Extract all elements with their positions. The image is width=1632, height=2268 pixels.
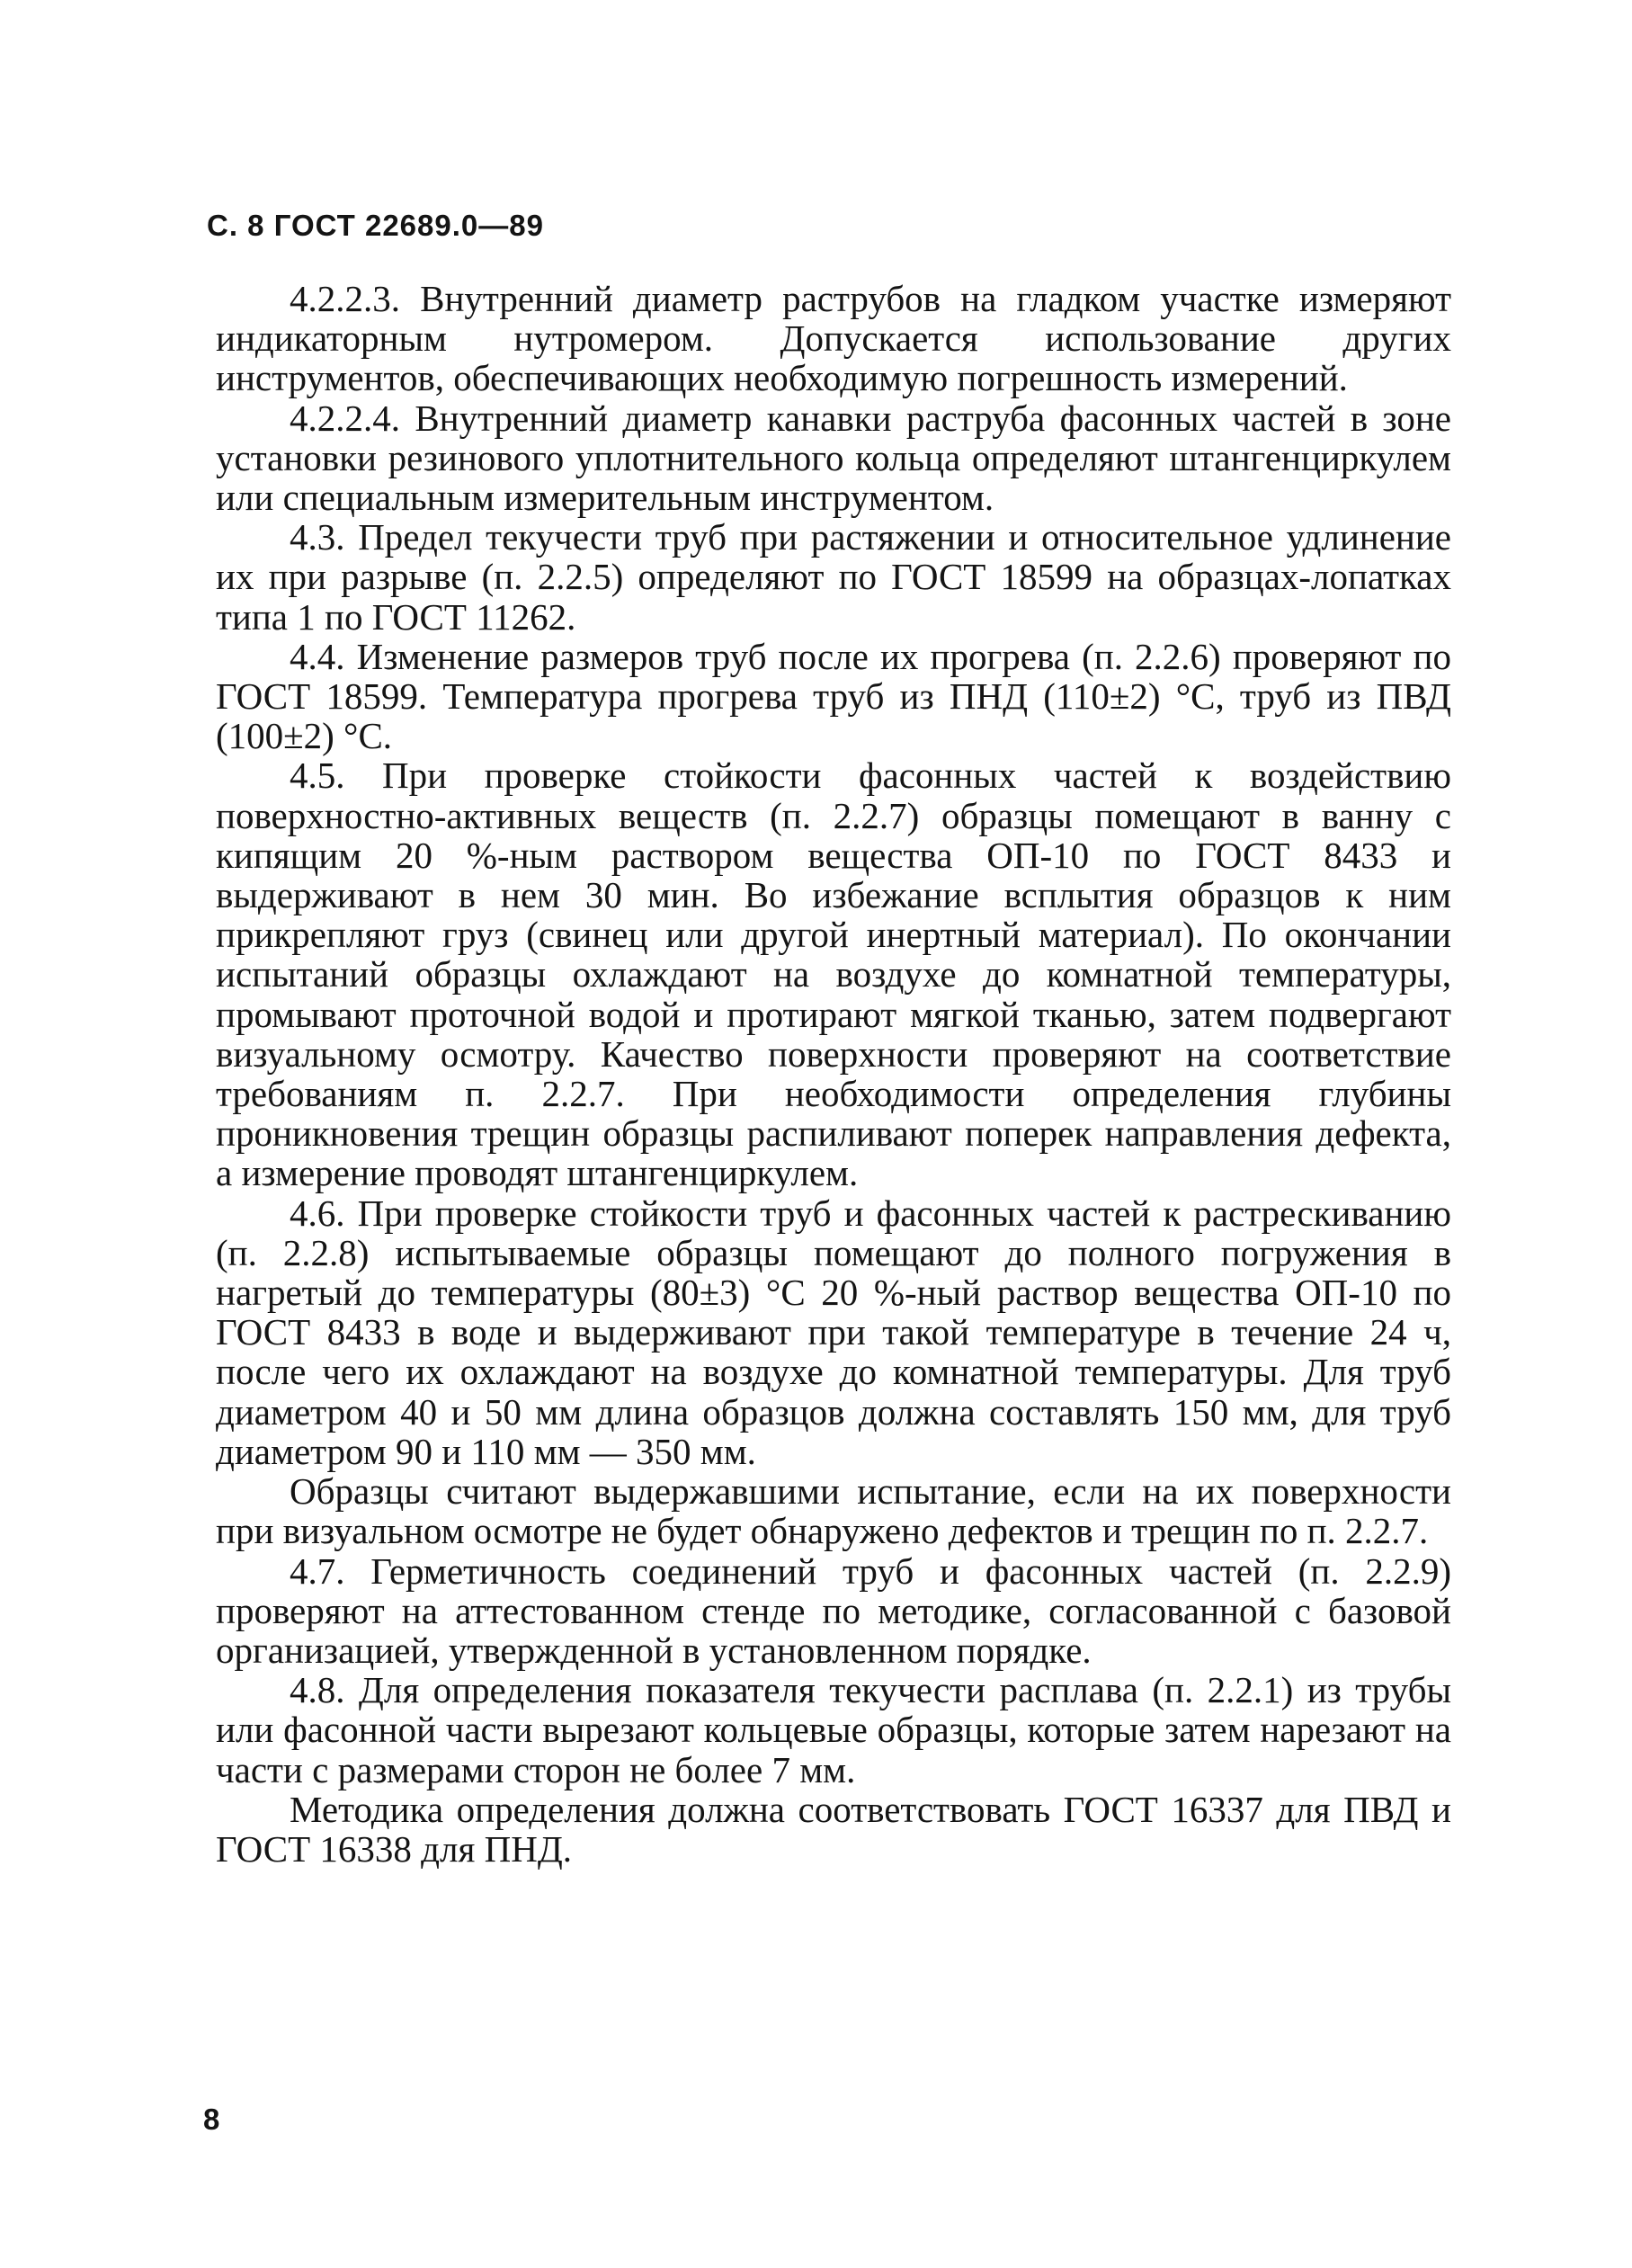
paragraph-4-8-method: Методика определения должна соответствовать ГОСТ 16337 для ПВД и ГОСТ 16338 для ПНД.: [216, 1788, 1451, 1870]
paragraph-4-3: 4.3. Предел текучести труб при растяжении и относительное удлинение их при разрыве (п. 2.2.5) определяют по ГОСТ 18599 на образцах-лопатках типа 1 по ГОСТ 11262.: [216, 516, 1451, 638]
document-body: [216, 279, 1451, 1869]
paragraph-4-6-note: Образцы считают выдержавшими испытание, если на их поверхности при визуальном осмотре не будет обнаружено дефектов и трещин по п. 2.2.7.: [216, 1470, 1451, 1552]
paragraph-4-7: 4.7. Герметичность соединений труб и фасонных частей (п. 2.2.9) проверяют на аттестованном стенде по методике, согласованной с базовой организацией, утвержденной в установленном порядке.: [216, 1549, 1451, 1671]
paragraph-4-2-2-4: 4.2.2.4. Внутренний диаметр канавки раструба фасонных частей в зоне установки резинового уплотнительного кольца определяют штангенциркулем или специальным измерительным инструментом.: [216, 397, 1451, 519]
paragraph-4-6: 4.6. При проверке стойкости труб и фасонных частей к растрескиванию (п. 2.2.8) испытываемые образцы помещают до полного погружения в нагретый до температуры (80±3) °С 20 %-ный раствор вещества ОП-10 по ГОСТ 8433 в воде и выдерживают при такой температуре в течение 24 ч, после чего их охлаждают на воздухе до комнатной температуры. Для труб диаметром 40 и 50 мм длина образцов должна составлять 150 мм, для труб диаметром 90 и 110 мм — 350 мм.: [216, 1192, 1451, 1472]
paragraph-4-8: 4.8. Для определения показателя текучести расплава (п. 2.2.1) из трубы или фасонной части вырезают кольцевые образцы, которые затем нарезают на части с размерами сторон не более 7 мм.: [216, 1669, 1451, 1790]
paragraph-4-4: 4.4. Изменение размеров труб после их прогрева (п. 2.2.6) проверяют по ГОСТ 18599. Температура прогрева труб из ПНД (110±2) °С, труб из ПВД (100±2) °С.: [216, 635, 1451, 757]
page-number: 8: [203, 2103, 220, 2136]
paragraph-4-2-2-3: 4.2.2.3. Внутренний диаметр раструбов на гладком участке измеряют индикаторным нутромером. Допускается использование других инструментов, обеспечивающих необходимую погрешность измерений.: [216, 278, 1451, 399]
page-header: С. 8 ГОСТ 22689.0—89: [207, 209, 544, 242]
paragraph-4-5: 4.5. При проверке стойкости фасонных частей к воздействию поверхностно-активных веществ (п. 2.2.7) образцы помещают в ванну с кипящим 20 %-ным раствором вещества ОП-10 по ГОСТ 8433 и выдерживают в нем 30 мин. Во избежание всплытия образцов к ним прикрепляют груз (свинец или другой инертный материал). По окончании испытаний образцы охлаждают на воздухе до комнатной температуры, промывают проточной водой и протирают мягкой тканью, затем подвергают визуальному осмотру. Качество поверхности проверяют на соответствие требованиям п. 2.2.7. При необходимости определения глубины проникновения трещин образцы распиливают поперек направления дефекта, а измерение проводят штангенциркулем.: [216, 755, 1451, 1194]
